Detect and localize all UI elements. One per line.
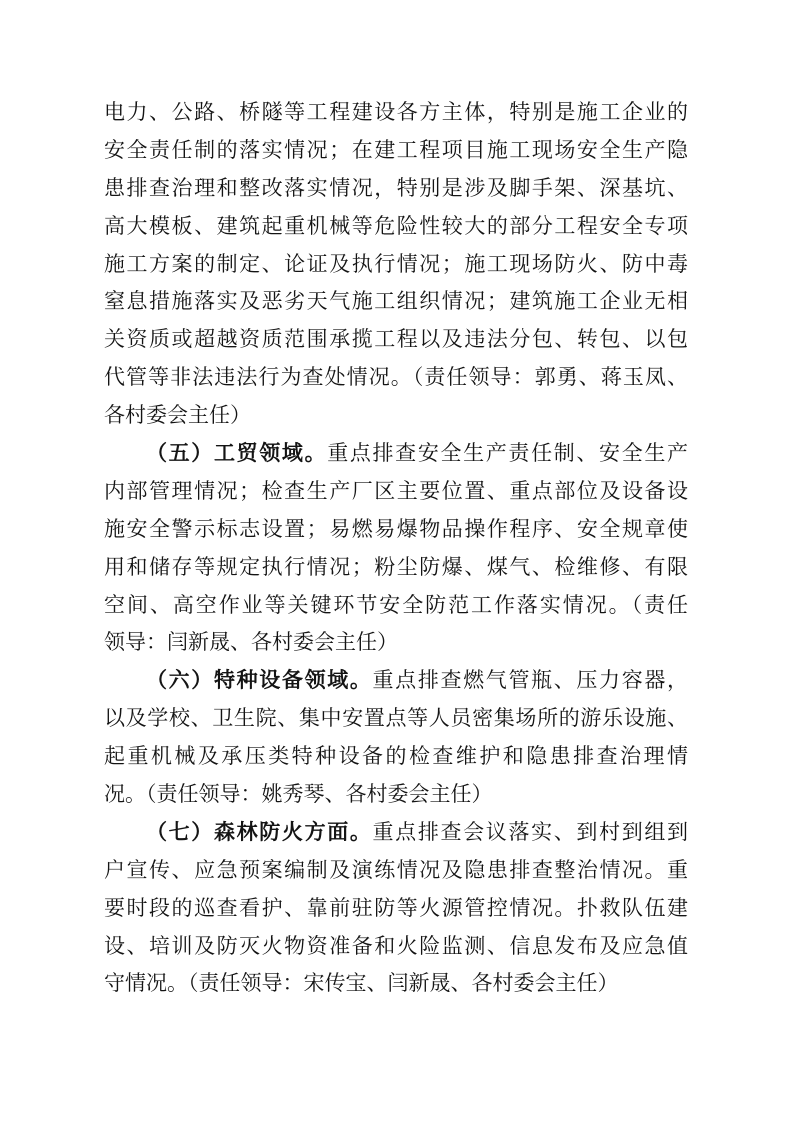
text-run-song: 患排查治理和整改落实情况，特别是涉及脚手架、深基坑、 [104, 175, 688, 200]
text-line [104, 852, 688, 890]
text-run-song: 施工方案的制定、论证及执行情况；施工现场防火、防中毒 [104, 251, 688, 276]
text-line [104, 587, 688, 625]
text-run-song: 内部管理情况；检查生产厂区主要位置、重点部位及设备设 [104, 478, 688, 503]
text-line [104, 890, 688, 928]
text-line [104, 662, 688, 700]
text-run-song: 重点排查会议落实、到村到组到 [372, 819, 689, 844]
text-line [104, 132, 688, 170]
text-run-song: 重点排查燃气管瓶、压力容器， [372, 668, 689, 693]
text-run-song: 要时段的巡查看护、靠前驻防等火源管控情况。扑救队伍建 [104, 895, 688, 920]
text-line [104, 208, 688, 246]
text-run-song: 空间、高空作业等关键环节安全防范工作落实情况。 [104, 592, 632, 617]
text-line [104, 700, 688, 738]
text-run-song: 况。 [104, 782, 146, 807]
text-run-song: 安全责任制的落实情况；在建工程项目施工现场安全生产隐 [104, 137, 688, 162]
text-run-kaibold: （七）森林防火方面。 [146, 819, 373, 844]
text-line [104, 814, 688, 852]
text-line [104, 321, 688, 359]
text-run-kai: 领导：闫新晟、各村委会主任） [104, 630, 398, 655]
text-line [104, 435, 688, 473]
text-line [104, 246, 688, 284]
text-run-song: 设、培训及防灭火物资准备和火险监测、信息发布及应急值 [104, 933, 688, 958]
text-line [104, 624, 688, 662]
text-run-kaibold: （五）工贸领域。 [146, 441, 328, 466]
text-run-song: 重点排查安全生产责任制、安全生产 [327, 441, 688, 466]
text-line [104, 473, 688, 511]
text-run-song: 户宣传、应急预案编制及演练情况及隐患排查整治情况。重 [104, 857, 688, 882]
text-run-kaibold: （六）特种设备领域。 [146, 668, 373, 693]
text-line [104, 965, 688, 1003]
text-run-song: 代管等非法违法行为查处情况。 [104, 365, 413, 390]
text-run-song: 高大模板、建筑起重机械等危险性较大的部分工程安全专项 [104, 213, 688, 238]
text-run-song: 窒息措施落实及恶劣天气施工组织情况；建筑施工企业无相 [104, 289, 688, 314]
text-run-song: 施安全警示标志设置；易燃易爆物品操作程序、安全规章使 [104, 516, 688, 541]
text-line [104, 283, 688, 321]
text-line [104, 549, 688, 587]
text-run-song: 起重机械及承压类特种设备的检查维护和隐患排查治理情 [104, 744, 688, 769]
text-line [104, 776, 688, 814]
text-line [104, 511, 688, 549]
text-run-song: 电力、公路、桥隧等工程建设各方主体，特别是施工企业的 [104, 100, 688, 124]
text-run-song: 用和储存等规定执行情况；粉尘防爆、煤气、检维修、有限 [104, 554, 688, 579]
text-run-song: 守情况。 [104, 971, 188, 996]
text-run-kai: （责任领导：宋传宝、闫新晟、各村委会主任） [188, 971, 619, 996]
document-body [104, 94, 688, 1003]
text-line [104, 738, 688, 776]
text-run-song: 关资质或超越资质范围承揽工程以及违法分包、转包、以包 [104, 327, 688, 352]
text-line [104, 94, 688, 132]
text-line [104, 928, 688, 966]
text-line [104, 397, 688, 435]
text-line [104, 170, 688, 208]
text-line [104, 359, 688, 397]
text-run-song: 以及学校、卫生院、集中安置点等人员密集场所的游乐设施、 [104, 706, 688, 731]
text-run-kai: 各村委会主任） [104, 403, 251, 428]
text-run-kai: （责任领导：郭勇、蒋玉凤、 [412, 365, 689, 390]
text-run-kai: （责任 [631, 592, 689, 617]
text-run-kai: （责任领导：姚秀琴、各村委会主任） [146, 782, 493, 807]
